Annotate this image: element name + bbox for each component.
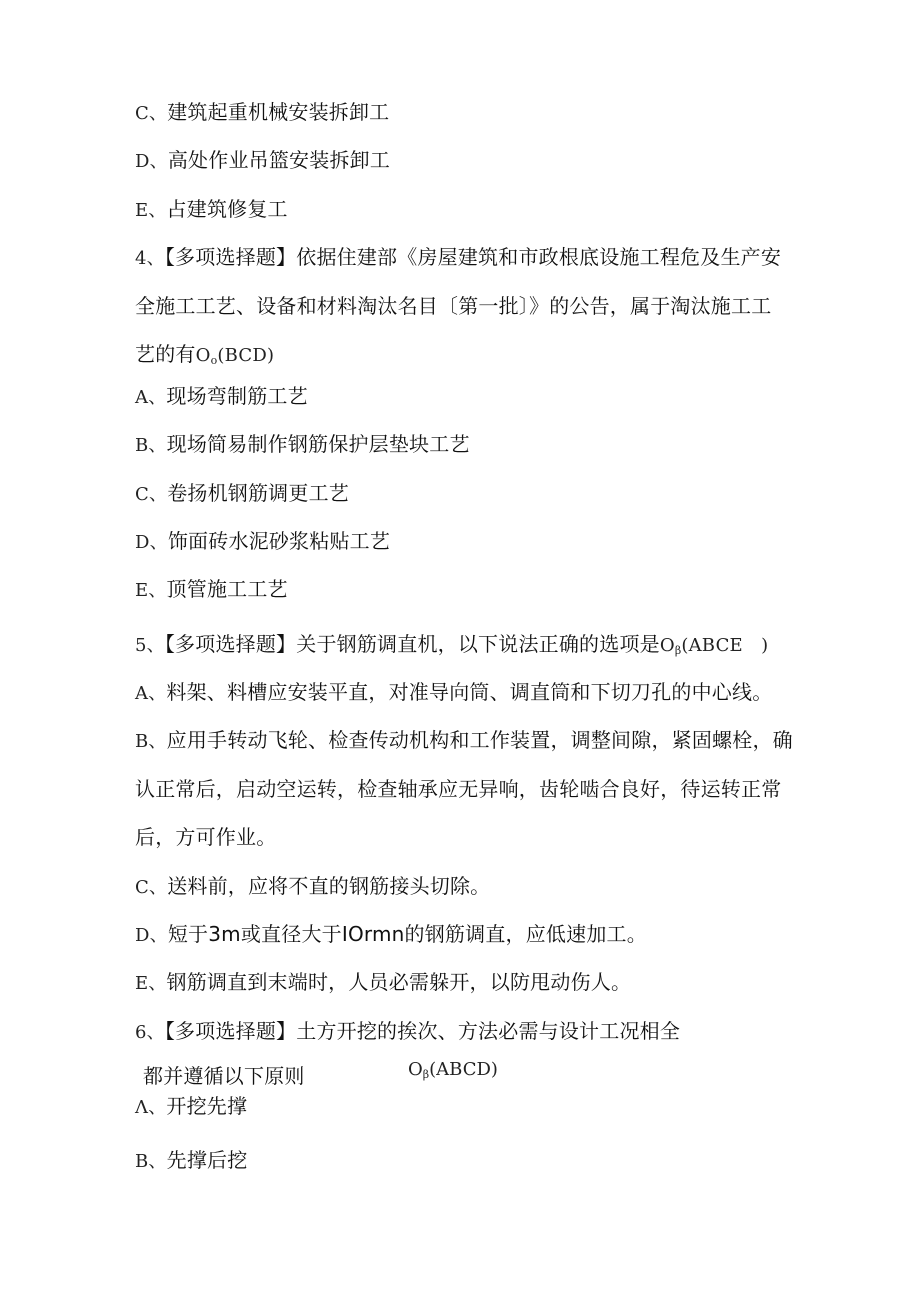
line-text: 现场简易制作钢筋保护层垫块工艺 [166,432,470,456]
item-marker: E、 [135,973,167,994]
text-line [135,823,276,851]
text-line [135,382,308,412]
line-text: 开挖先撑 [166,1094,248,1118]
text-line [143,1062,305,1090]
text-line [135,630,768,665]
text-line [135,479,349,509]
text-line [135,1146,247,1176]
item-marker: C、 [135,877,168,898]
line-text: 都并遵循以下原则 [143,1064,305,1088]
item-marker: B、 [135,435,167,456]
item-marker: 4、 [135,248,165,269]
item-marker: 5、 [135,635,165,656]
text-line [135,1017,680,1047]
item-marker: D、 [135,151,168,172]
line-text: 饰面砖水泥砂浆粘贴工艺 [167,529,391,553]
text-line [135,1092,247,1122]
text-line [135,146,390,176]
answer-blank: O [408,1059,423,1080]
answer-blank-subscript: β [422,1068,430,1081]
answer-blank-subscript: β [674,644,682,657]
answer-key: (BCD) [217,345,275,366]
answer-key: (ABCD) [429,1059,498,1080]
line-text: 钢筋调直到末端时，人员必需躲开，以防甩动伤人。 [166,970,632,994]
item-marker: A、 [135,683,167,704]
line-text: 后，方可作业。 [135,825,277,849]
line-text: 料架、料槽应安装平直，对准导向筒、调直筒和下切刀孔的中心线。 [166,680,773,704]
q6-answer [408,1056,498,1089]
text-line [135,98,389,128]
item-marker: D、 [135,532,168,553]
line-text: 短于3m或直径大于IOrmn的钢筋调直，应低速加工。 [167,922,647,946]
text-line [135,430,470,460]
line-text: 高处作业吊篮安装拆卸工 [167,148,391,172]
text-line [135,340,274,375]
item-marker: B、 [135,1151,167,1172]
item-marker: E、 [135,200,167,221]
text-line [135,292,771,320]
item-marker: D、 [135,925,168,946]
line-text: 【多项选择题】依据住建部《房屋建筑和市政根底设施工程危及生产安 [164,245,782,269]
item-marker: E、 [135,580,167,601]
answer-key: (ABCE ) [681,635,769,656]
item-marker: C、 [135,484,168,505]
text-line [135,678,772,708]
line-text: 应用手转动飞轮、检查传动机构和工作装置，调整间隙，紧固螺栓，确 [166,728,793,752]
text-line [135,872,490,902]
text-line [135,527,390,557]
text-line [135,195,288,225]
answer-blank: O [195,345,211,366]
line-text: 【多项选择题】土方开挖的挨次、方法必需与设计工况相全 [164,1019,681,1043]
item-marker: A、 [135,387,167,408]
answer-blank-subscript: o [210,354,218,367]
answer-blank: O [659,635,675,656]
text-line [135,968,631,998]
line-text: 艺的有 [135,342,196,366]
line-text: 占建筑修复工 [166,197,288,221]
item-marker: C、 [135,103,168,124]
text-line [135,575,288,605]
text-line [135,775,781,803]
item-marker: 6、 [135,1022,165,1043]
line-text: 先撑后挖 [166,1148,248,1172]
text-line [135,243,781,273]
line-text: 送料前，应将不直的钢筋接头切除。 [167,874,491,898]
line-text: 建筑起重机械安装拆卸工 [167,100,390,124]
line-text: 卷扬机钢筋调更工艺 [167,481,349,505]
text-line [135,726,793,756]
item-marker: B、 [135,731,167,752]
line-text: 认正常后，启动空运转，检查轴承应无异响，齿轮啮合良好，待运转正常 [135,777,782,801]
line-text: 现场弯制筋工艺 [166,384,308,408]
line-text: 顶管施工工艺 [166,577,288,601]
text-line [135,920,647,950]
line-text: 全施工工艺、设备和材料淘汰名目〔第一批〕》的公告，属于淘汰施工工 [135,294,772,318]
item-marker: Λ、 [135,1097,167,1118]
line-text: 【多项选择题】关于钢筋调直机，以下说法正确的选项是 [164,632,660,656]
